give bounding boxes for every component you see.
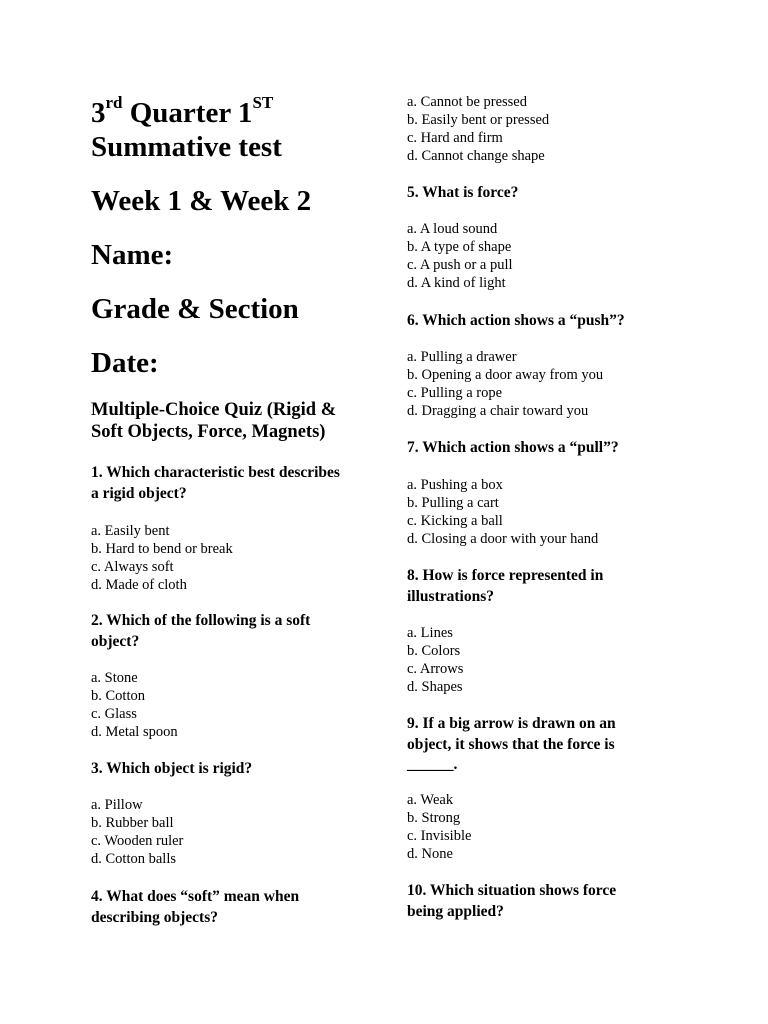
option: a. Cannot be pressed <box>407 94 527 110</box>
question-5 <box>407 183 662 204</box>
option: b. A type of shape <box>407 239 512 255</box>
question-text: 1. Which characteristic best describes a rigid object? <box>91 464 340 502</box>
options-5 <box>407 220 513 292</box>
question-2 <box>91 611 341 652</box>
title-superscript-st: ST <box>252 93 274 112</box>
option: d. Closing a door with your hand <box>407 531 599 547</box>
option: b. Pulling a cart <box>407 495 499 511</box>
question-text: 6. Which action shows a “push”? <box>407 312 625 329</box>
options-1 <box>91 522 233 594</box>
option: b. Strong <box>407 810 461 826</box>
option: c. A push or a pull <box>407 257 513 273</box>
option: d. None <box>407 846 453 862</box>
option: b. Easily bent or pressed <box>407 112 550 128</box>
quiz-title: Multiple-Choice Quiz (Rigid & Soft Objects, Force, Magnets) <box>91 400 337 442</box>
question-8 <box>407 566 647 607</box>
question-4 <box>91 887 341 928</box>
option: a. Weak <box>407 792 454 808</box>
option: d. Shapes <box>407 679 463 695</box>
option: d. Cannot change shape <box>407 148 545 164</box>
option: d. Dragging a chair toward you <box>407 403 589 419</box>
option: b. Colors <box>407 643 461 659</box>
option: c. Kicking a ball <box>407 513 503 529</box>
option: c. Always soft <box>91 559 174 575</box>
option: c. Wooden ruler <box>91 833 184 849</box>
title-quarter: Quarter 1 <box>122 97 253 129</box>
option: a. Easily bent <box>91 523 170 539</box>
option: a. Lines <box>407 625 453 641</box>
options-6 <box>407 348 603 420</box>
option: b. Rubber ball <box>91 815 174 831</box>
option: c. Invisible <box>407 828 472 844</box>
question-text: 2. Which of the following is a soft object? <box>91 612 311 650</box>
question-6 <box>407 311 662 332</box>
question-1 <box>91 463 341 504</box>
question-text: 3. Which object is rigid? <box>91 760 253 777</box>
title-number: 3 <box>91 97 106 129</box>
option: b. Hard to bend or break <box>91 541 233 557</box>
option: d. A kind of light <box>407 275 506 291</box>
question-text: 7. Which action shows a “pull”? <box>407 439 619 456</box>
option: c. Arrows <box>407 661 464 677</box>
options-3 <box>91 796 183 868</box>
option: d. Cotton balls <box>91 851 176 867</box>
document-title <box>91 93 376 164</box>
option: a. Stone <box>91 670 138 686</box>
option: a. A loud sound <box>407 221 498 237</box>
option: b. Opening a door away from you <box>407 367 604 383</box>
options-8 <box>407 624 463 696</box>
name-label: Name: <box>91 239 174 271</box>
question-text: 5. What is force? <box>407 184 519 201</box>
options-7 <box>407 476 598 548</box>
option: c. Glass <box>91 706 137 722</box>
option: d. Metal spoon <box>91 724 178 740</box>
option: c. Hard and firm <box>407 130 503 146</box>
question-9 <box>407 714 652 776</box>
question-text: 8. How is force represented in illustrations? <box>407 567 604 605</box>
option: a. Pillow <box>91 797 143 813</box>
options-9 <box>407 791 471 863</box>
title-line-2: Summative test <box>91 131 282 163</box>
options-4 <box>407 93 549 165</box>
options-2 <box>91 669 178 741</box>
question-7 <box>407 438 662 459</box>
option: d. Made of cloth <box>91 577 187 593</box>
grade-section-label: Grade & Section <box>91 293 299 325</box>
option: b. Cotton <box>91 688 145 704</box>
question-10 <box>407 881 652 922</box>
question-text: 9. If a big arrow is drawn on an object, it shows that the force is ______. <box>407 715 616 773</box>
option: c. Pulling a rope <box>407 385 503 401</box>
question-text: 10. Which situation shows force being applied? <box>407 882 617 920</box>
weeks-heading: Week 1 & Week 2 <box>91 185 312 217</box>
title-superscript-rd: rd <box>105 93 123 112</box>
question-3 <box>91 759 351 780</box>
date-label: Date: <box>91 347 159 379</box>
question-text: 4. What does “soft” mean when describing objects? <box>91 888 300 926</box>
option: a. Pushing a box <box>407 477 503 493</box>
option: a. Pulling a drawer <box>407 349 517 365</box>
